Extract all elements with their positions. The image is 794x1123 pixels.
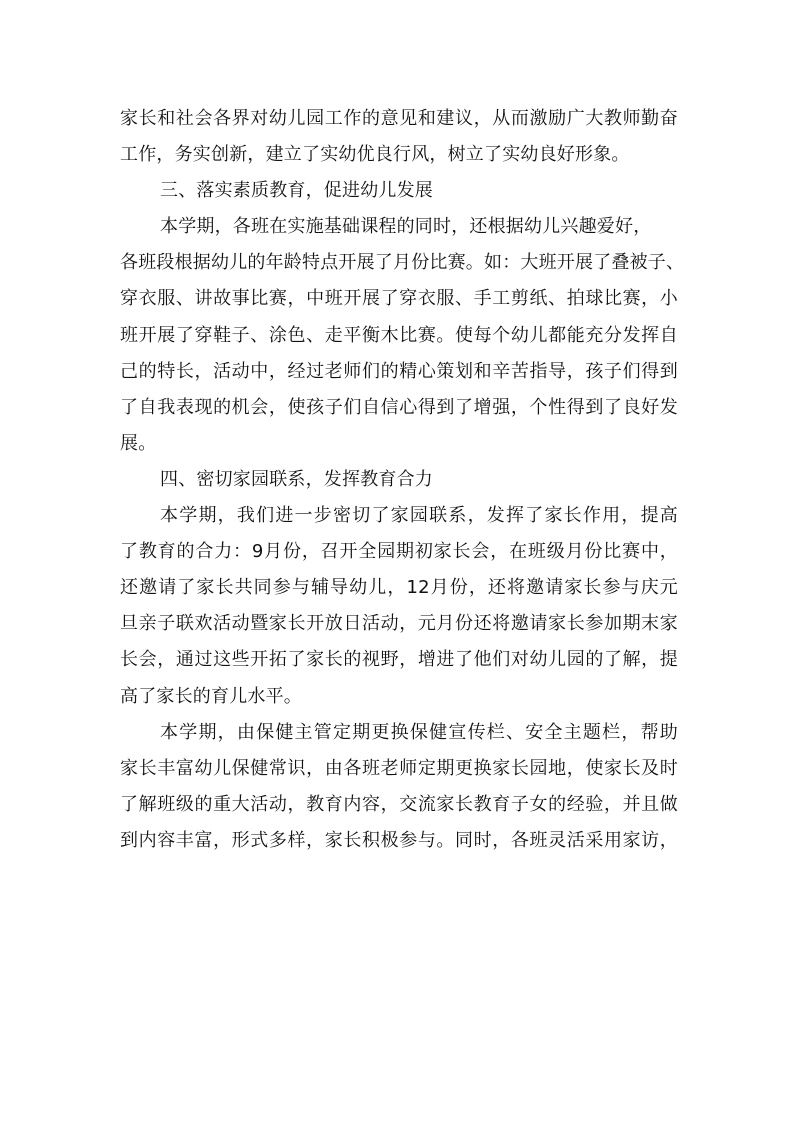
paragraph-line: 本学期，各班在实施基础课程的同时，还根据幼儿兴趣爱好， — [160, 216, 652, 238]
paragraph-line: 了解班级的重大活动，教育内容，交流家长教育子女的经验，并且做 — [120, 793, 678, 815]
paragraph-line: 穿衣服、讲故事比赛，中班开展了穿衣服、手工剪纸、拍球比赛，小 — [120, 288, 678, 310]
paragraph-line: 本学期，我们进一步密切了家园联系，发挥了家长作用，提高 — [160, 505, 678, 527]
document-body — [120, 101, 685, 859]
paragraph-line: 高了家长的育儿水平。 — [120, 685, 302, 707]
paragraph-line: 了教育的合力：9月份，召开全园期初家长会，在班级月份比赛中， — [120, 541, 678, 563]
paragraph-line: 家长丰富幼儿保健常识，由各班老师定期更换家长园地，使家长及时 — [120, 757, 678, 779]
paragraph-line: 到内容丰富，形式多样，家长积极参与。同时，各班灵活采用家访， — [120, 829, 678, 851]
paragraph-line: 工作，务实创新，建立了实幼优良行风，树立了实幼良好形象。 — [120, 144, 630, 166]
paragraph-line: 本学期，由保健主管定期更换保健宣传栏、安全主题栏，帮助 — [160, 721, 678, 743]
paragraph-line: 家长和社会各界对幼儿园工作的意见和建议，从而激励广大教师勤奋 — [120, 108, 678, 129]
paragraph-line: 各班段根据幼儿的年龄特点开展了月份比赛。如：大班开展了叠被子、 — [120, 252, 685, 274]
paragraph-line: 还邀请了家长共同参与辅导幼儿，12月份，还将邀请家长参与庆元 — [120, 577, 678, 599]
paragraph-line: 旦亲子联欢活动暨家长开放日活动，元月份还将邀请家长参加期末家 — [120, 613, 678, 635]
paragraph-line: 长会，通过这些开拓了家长的视野，增进了他们对幼儿园的了解，提 — [120, 649, 678, 671]
paragraph-line: 班开展了穿鞋子、涂色、走平衡木比赛。使每个幼儿都能充分发挥自 — [120, 324, 678, 346]
paragraph-line: 了自我表现的机会，使孩子们自信心得到了增强，个性得到了良好发 — [120, 396, 678, 418]
section-heading: 四、密切家园联系，发挥教育合力 — [160, 468, 433, 490]
section-heading: 三、落实素质教育，促进幼儿发展 — [160, 180, 433, 202]
paragraph-line: 己的特长，活动中，经过老师们的精心策划和辛苦指导，孩子们得到 — [120, 360, 678, 382]
paragraph-line: 展。 — [120, 432, 157, 454]
